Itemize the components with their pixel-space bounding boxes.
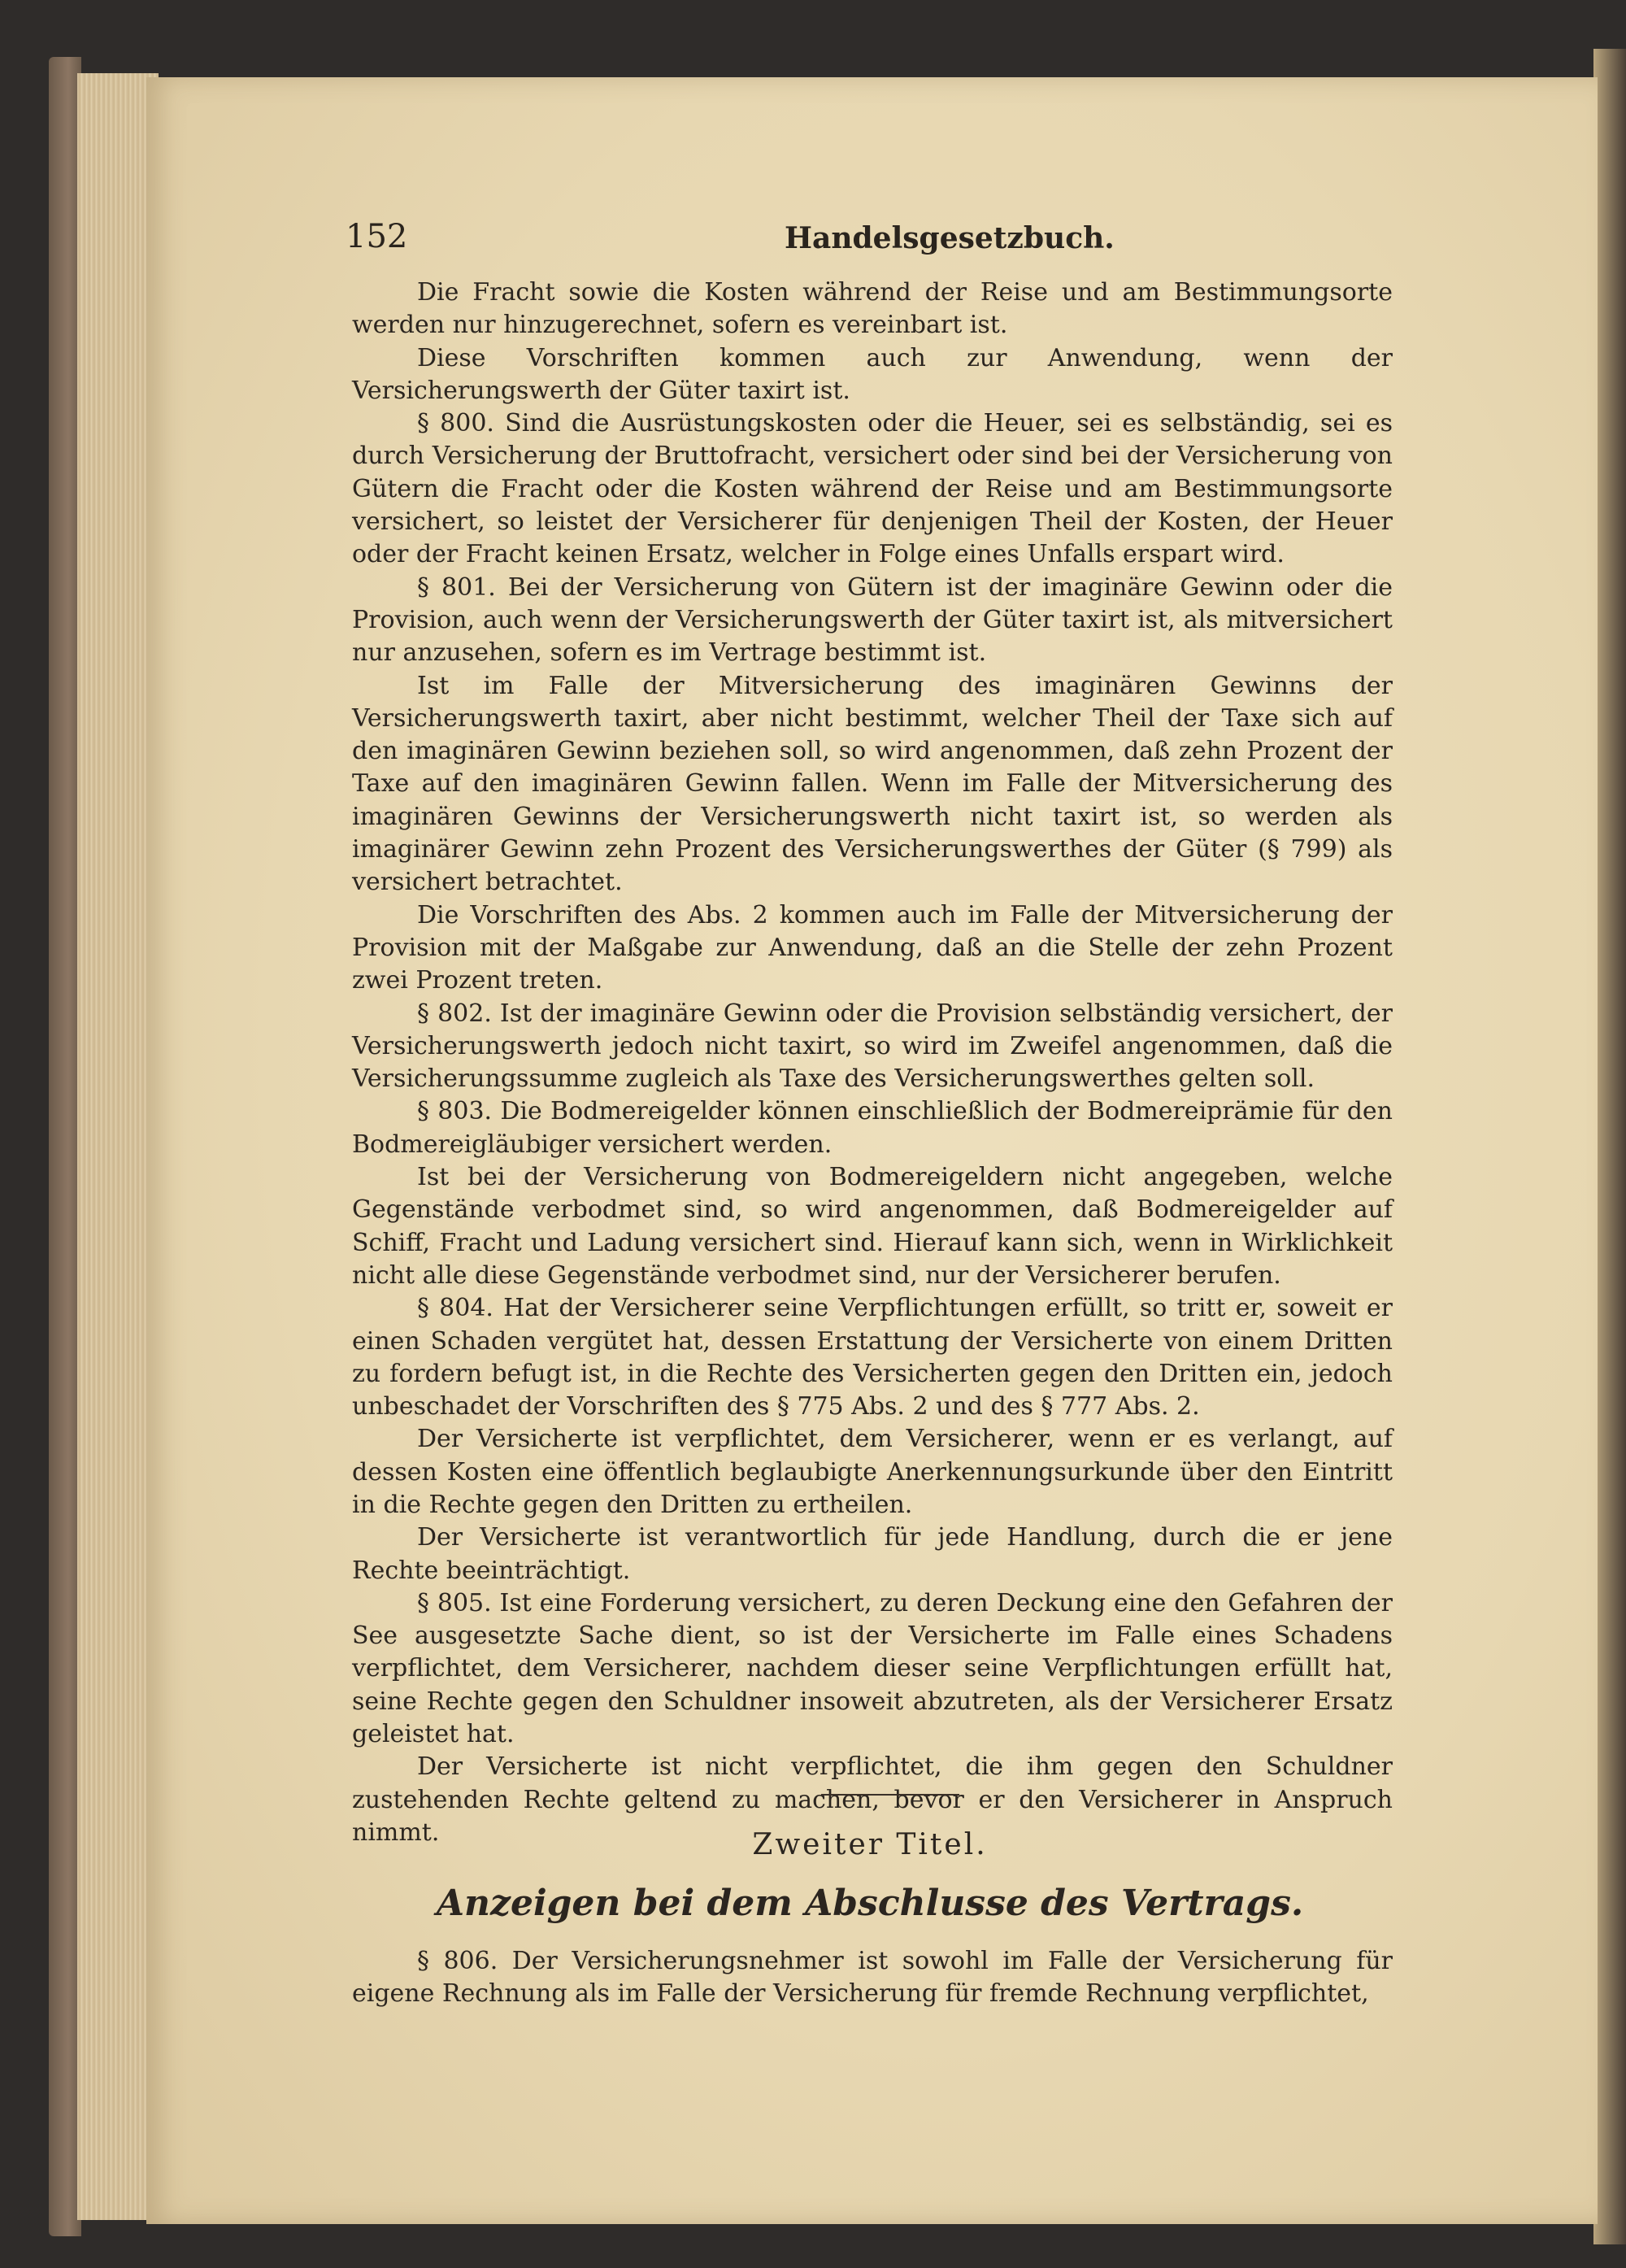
paragraph: Ist im Falle der Mitversicherung des imaginären Gewinns der Versicherungswerth taxirt, aber nicht bestimmt, welcher Theil der Taxe sich auf den imaginären Gewinn beziehen soll, so wird angenommen, daß zehn Prozent der Taxe auf den imaginären Gewinn fallen. Wenn im Falle der Mitversicherung des imaginären Gewinns der Versicherungswerth nicht taxirt ist, so werden als imaginärer Gewinn zehn Prozent des Versicherungswerthes der Güter (§ 799) als versichert betrachtet.	[352, 671, 1393, 897]
paragraph: Die Vorschriften des Abs. 2 kommen auch im Falle der Mitversicherung der Provision mit der Maßgabe zur Anwendung, daß an die Stelle der zehn Prozent zwei Prozent treten.	[352, 900, 1393, 995]
final-text	[352, 1945, 1393, 2011]
page-number: 152	[346, 218, 408, 255]
paragraph: Ist bei der Versicherung von Bodmereigeldern nicht angegeben, welche Gegenstände verbodmet sind, so wird angenommen, daß Bodmereigelder auf Schiff, Fracht und Ladung versichert sind. Hierauf kann sich, wenn in Wirklichkeit nicht alle diese Gegenstände verbodmet sind, nur der Versicherer berufen.	[352, 1163, 1393, 1290]
paragraph: § 801. Bei der Versicherung von Gütern ist der imaginäre Gewinn oder die Provision, auch wenn der Versicherungswerth der Güter taxirt ist, als mitversichert nur anzusehen, sofern es im Vertrage bestimmt ist.	[352, 572, 1393, 668]
paragraph: § 804. Hat der Versicherer seine Verpflichtungen erfüllt, so tritt er, soweit er einen Schaden vergütet hat, dessen Erstattung der Versicherte von einem Dritten zu fordern befugt ist, in die Rechte des Versicherten gegen den Dritten ein, jedoch unbeschadet der Vorschriften des § 775 Abs. 2 und des § 777 Abs. 2.	[352, 1294, 1393, 1421]
paragraph: § 806. Der Versicherungsnehmer ist sowohl im Falle der Versicherung für eigene Rechnung als im Falle der Versicherung für fremde Rechnung verpflichtet,	[352, 1947, 1393, 2009]
body-text	[352, 276, 1393, 1849]
paragraph: Der Versicherte ist nicht verpflichtet, die ihm gegen den Schuldner zustehenden Rechte geltend zu machen, bevor er den Versicherer in Anspruch nimmt.	[352, 1752, 1393, 1847]
paragraph: § 802. Ist der imaginäre Gewinn oder die Provision selbständig versichert, der Versicherungswerth jedoch nicht taxirt, so wird im Zweifel angenommen, daß die Versicherungssumme zugleich als Taxe des Versicherungswerthes gelten soll.	[352, 999, 1393, 1094]
section-title: Zweiter Titel.	[752, 1828, 988, 1861]
section-subtitle: Anzeigen bei dem Abschlusse des Vertrags.	[436, 1883, 1304, 1924]
paragraph: § 805. Ist eine Forderung versichert, zu deren Deckung eine den Gefahren der See ausgesetzte Sache dient, so ist der Versicherte im Falle eines Schadens verpflichtet, dem Versicherer, nachdem dieser seine Verpflichtungen erfüllt hat, seine Rechte gegen den Schuldner insoweit abzutreten, als der Versicherer Ersatz geleistet hat.	[352, 1588, 1393, 1749]
paragraph: Der Versicherte ist verpflichtet, dem Versicherer, wenn er es verlangt, auf dessen Kosten eine öffentlich beglaubigte Anerkennungsurkunde über den Eintritt in die Rechte gegen den Dritten zu ertheilen.	[352, 1425, 1393, 1519]
section-divider	[821, 1794, 959, 1796]
paragraph: Diese Vorschriften kommen auch zur Anwendung, wenn der Versicherungswerth der Güter taxirt ist.	[352, 343, 1393, 405]
paragraph: § 803. Die Bodmereigelder können einschließlich der Bodmereiprämie für den Bodmereigläubiger versichert werden.	[352, 1097, 1393, 1159]
paragraph: Die Fracht sowie die Kosten während der Reise und am Bestimmungsorte werden nur hinzugerechnet, sofern es vereinbart ist.	[352, 278, 1393, 340]
paragraph: Der Versicherte ist verantwortlich für jede Handlung, durch die er jene Rechte beeinträchtigt.	[352, 1523, 1393, 1585]
page-header	[346, 218, 1435, 267]
paragraph: § 800. Sind die Ausrüstungskosten oder die Heuer, sei es selbständig, sei es durch Versicherung der Bruttofracht, versichert oder sind bei der Versicherung von Gütern die Fracht oder die Kosten während der Reise und am Bestimmungsorte versichert, so leistet der Versicherer für denjenigen Theil der Kosten, der Heuer oder der Fracht keinen Ersatz, welcher in Folge eines Unfalls erspart wird.	[352, 409, 1393, 569]
running-title: Handelsgesetzbuch.	[785, 221, 1115, 255]
